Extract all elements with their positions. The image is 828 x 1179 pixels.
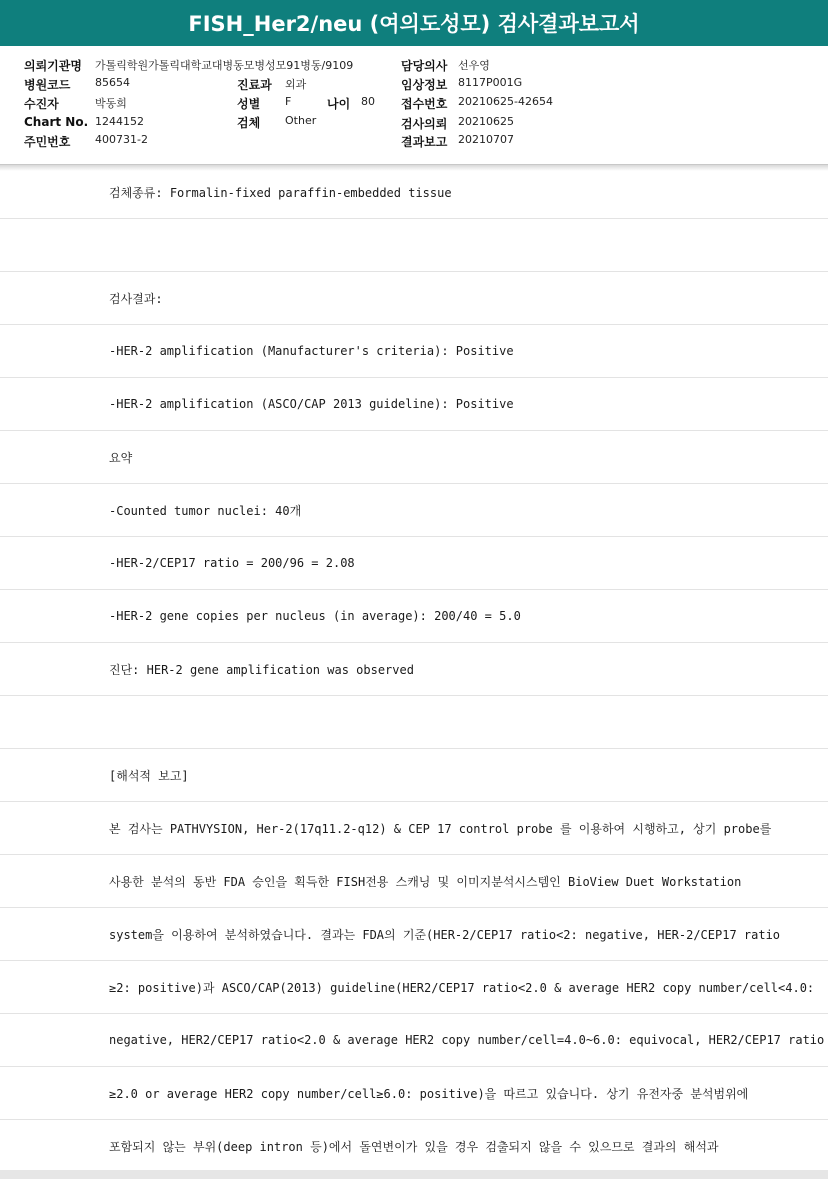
report-line: 본 검사는 PATHVYSION, Her-2(17q11.2-q12) & CEP 17 control probe 를 이용하여 시행하고, 상기 probe를 [0,802,828,855]
chart-no-label: Chart No. [24,115,89,129]
institution-label: 의뢰기관명 [24,59,82,73]
report-title: FISH_Her2/neu (여의도성모) 검사결과보고서 [188,12,640,36]
report-line [0,219,828,272]
institution-value: 가톨릭학원가톨릭대학교대병동모병성모91병동/9109 [95,59,354,72]
report-line: system을 이용하여 분석하였습니다. 결과는 FDA의 기준(HER-2/CEP17 ratio<2: negative, HER-2/CEP17 ratio [0,908,828,961]
doctor-label: 담당의사 [401,59,448,73]
report-line: 검체종류: Formalin-fixed paraffin-embedded tissue [0,166,828,219]
patient-value: 박동희 [95,97,127,110]
bottom-scroll-edge [0,1170,828,1179]
patient-info-panel [0,47,828,166]
clinical-info-value: 8117P001G [458,76,523,89]
report-line: -HER-2 amplification (ASCO/CAP 2013 guideline): Positive [0,378,828,431]
hospital-code-value: 85654 [95,76,130,89]
report-date-value: 20210707 [458,133,514,146]
specimen-label: 검체 [237,116,261,130]
patient-label: 수진자 [24,97,59,111]
report-line: -HER-2 gene copies per nucleus (in average): 200/40 = 5.0 [0,590,828,643]
receipt-no-label: 접수번호 [401,97,448,111]
sex-label: 성별 [237,97,261,111]
age-value: 80 [361,95,375,108]
report-line: -HER-2 amplification (Manufacturer's criteria): Positive [0,325,828,378]
specimen-value: Other [285,114,317,127]
request-date-label: 검사의뢰 [401,117,448,131]
report-line [0,696,828,749]
report-line: [해석적 보고] [0,749,828,802]
resident-no-label: 주민번호 [24,135,71,149]
report-line: ≥2.0 or average HER2 copy number/cell≥6.0: positive)을 따르고 있습니다. 상기 유전자중 분석범위에 [0,1067,828,1120]
report-line: negative, HER2/CEP17 ratio<2.0 & average HER2 copy number/cell=4.0~6.0: equivocal, HER2/CEP17 ratio [0,1014,828,1067]
clinical-info-label: 임상정보 [401,78,448,92]
request-date-value: 20210625 [458,115,514,128]
department-value: 외과 [285,78,307,91]
receipt-no-value: 20210625-42654 [458,95,553,108]
department-label: 진료과 [237,78,272,92]
age-label: 나이 [327,97,351,111]
doctor-value: 선우영 [458,59,490,72]
report-line: 요약 [0,431,828,484]
report-line: -HER-2/CEP17 ratio = 200/96 = 2.08 [0,537,828,590]
sex-value: F [285,95,292,108]
report-body[interactable] [0,166,828,1170]
report-date-label: 결과보고 [401,135,448,149]
chart-no-value: 1244152 [95,115,144,128]
report-line: 진단: HER-2 gene amplification was observed [0,643,828,696]
report-line: ≥2: positive)과 ASCO/CAP(2013) guideline(HER2/CEP17 ratio<2.0 & average HER2 copy number/cell<4.0: [0,961,828,1014]
resident-no-value: 400731-2 [95,133,148,146]
hospital-code-label: 병원코드 [24,78,71,92]
report-line: -Counted tumor nuclei: 40개 [0,484,828,537]
report-line: 사용한 분석의 동반 FDA 승인을 획득한 FISH전용 스캐닝 및 이미지분석시스템인 BioView Duet Workstation [0,855,828,908]
report-title-bar [0,0,828,47]
report-line: 포함되지 않는 부위(deep intron 등)에서 돌연변이가 있을 경우 검출되지 않을 수 있으므로 결과의 해석과 [0,1120,828,1170]
report-line: 검사결과: [0,272,828,325]
